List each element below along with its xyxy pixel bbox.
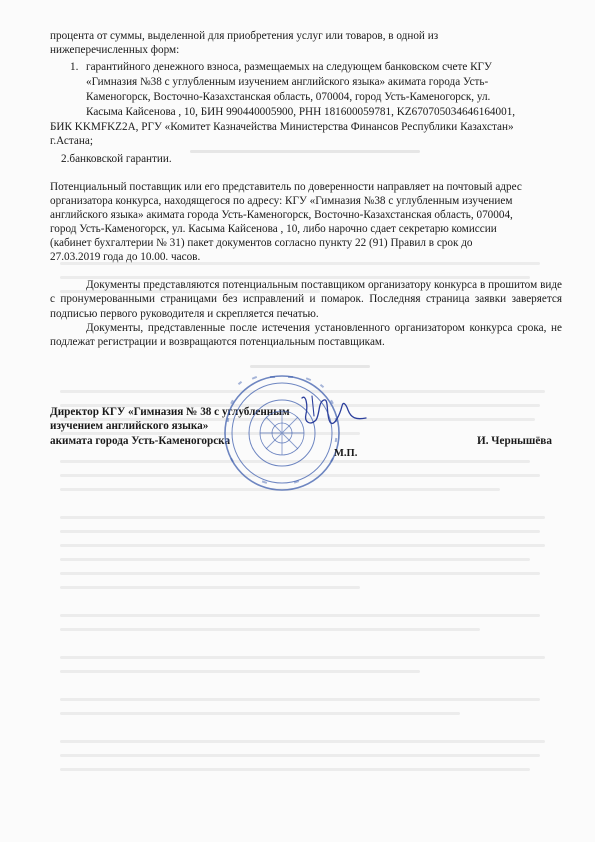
item-1-line-4: Касыма Кайсенова , 10, БИН 990440005900, РНН 181600059781, KZ670705034646164001,: [86, 106, 516, 118]
item-1-line-5: БИК KKMFKZ2A, РГУ «Комитет Казначейства Министерства Финансов Республики Казахстан»: [50, 121, 514, 133]
stamp-place-label: М.П.: [334, 448, 358, 459]
postal-line-4: город Усть-Каменогорск, ул. Касыма Кайсенова , 10, либо нарочно сдает секретарю комиссии: [50, 223, 497, 235]
postal-line-3: английского языка» акимата города Усть-Каменогорск, Восточно-Казахстанская область, 070004,: [50, 209, 513, 221]
postal-line-5: (кабинет бухгалтерии № 31) пакет документов согласно пункту 22 (91) Правил в срок до: [50, 237, 473, 249]
handwritten-signature: [296, 392, 370, 432]
official-stamp: [222, 373, 342, 493]
item-1-line-2: «Гимназия №38 с углубленным изучением английского языка» акимата города Усть-: [86, 76, 489, 88]
signer-title-line-3: акимата города Усть-Каменогорска: [50, 435, 231, 447]
item-1-line-6: г.Астана;: [50, 135, 93, 147]
documents-paragraph-2: Документы, представленные после истечения установленного организатором конкурса срока, не подлежат регистрации и возвращаются потенциальным поставщикам.: [50, 322, 562, 349]
postal-line-1: Потенциальный поставщик или его представитель по доверенности направляет на почтовый адрес: [50, 181, 522, 193]
top-line-1: процента от суммы, выделенной для приобретения услуг или товаров, в одной из: [50, 30, 439, 42]
item-1-line-3: Каменогорск, Восточно-Казахстанская область, 070004, город Усть-Каменогорск, ул.: [86, 91, 491, 103]
signer-name: И. Чернышёва: [477, 435, 552, 447]
documents-paragraph-1: Документы представляются потенциальным поставщиком организатору конкурса в прошитом виде с пронумерованными страницами без исправлений и помарок. Последняя страница заявки заверяется подписью первого руководителя и скрепляется печатью.: [50, 279, 562, 320]
postal-line-6: 27.03.2019 года до 10.00. часов.: [50, 251, 201, 263]
item-1-line-1: гарантийного денежного взноса, размещаемых на следующем банковском счете КГУ: [86, 61, 492, 73]
item-2: 2.банковской гарантии.: [61, 153, 172, 165]
item-1-number: 1.: [70, 61, 79, 73]
signer-title-line-1: Директор КГУ «Гимназия № 38 с углубленным: [50, 406, 290, 418]
top-line-2: нижеперечисленных форм:: [50, 44, 180, 56]
postal-line-2: организатора конкурса, находящегося по адресу: КГУ «Гимназия №38 с углубленным изучением: [50, 195, 513, 207]
signer-title-line-2: изучением английского языка»: [50, 420, 209, 432]
